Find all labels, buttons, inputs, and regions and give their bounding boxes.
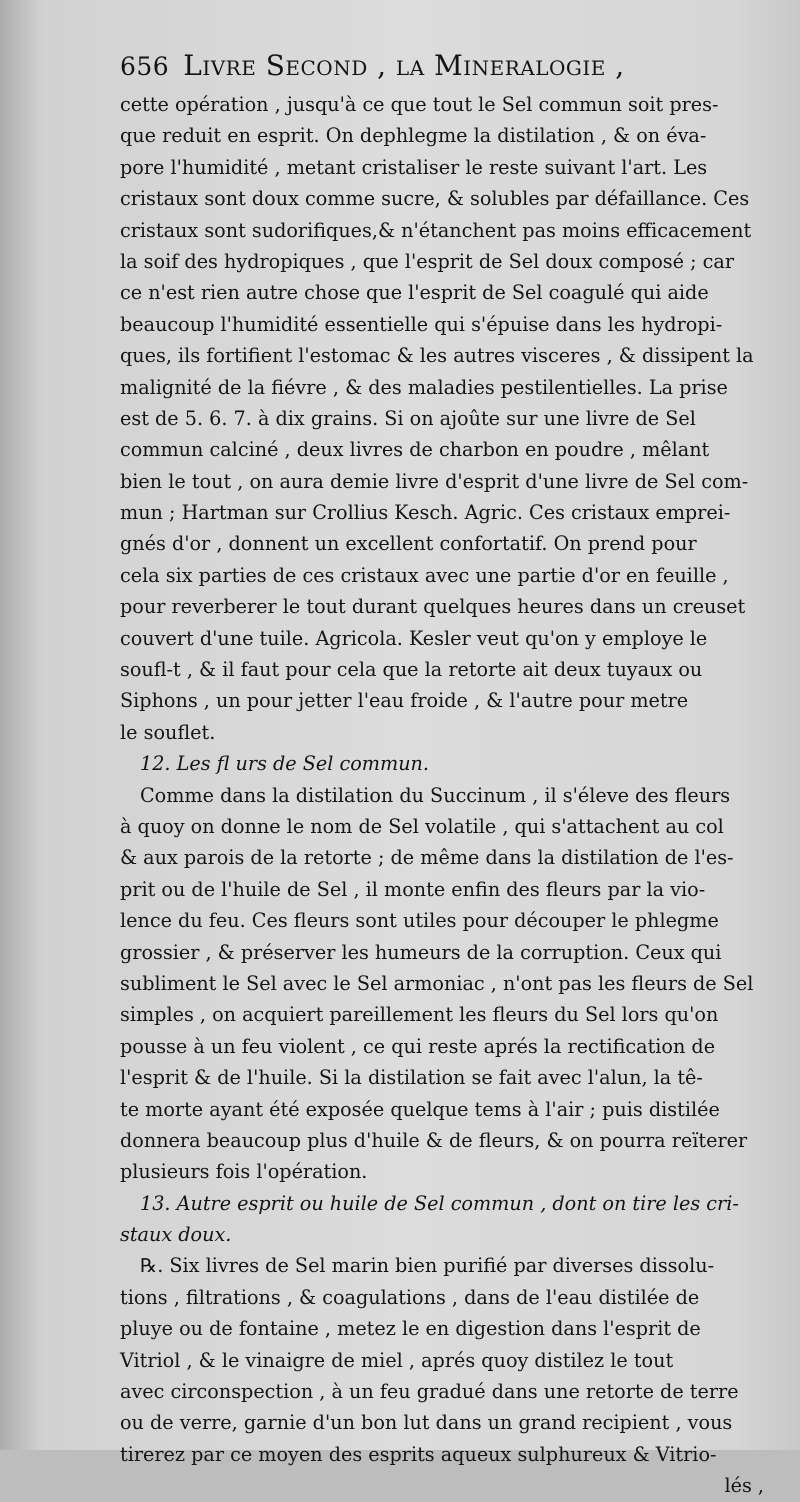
- text-line: pour reverberer le tout durant quelques heures dans un creuset: [120, 595, 746, 619]
- text-line: commun calciné , deux livres de charbon en poudre , mêlant: [120, 438, 710, 462]
- text-line: mun ; Hartman sur Crollius Kesch. Agric. Ces cristaux emprei-: [120, 501, 731, 525]
- section-heading-12: 12. Les fl urs de Sel commun.: [140, 752, 430, 776]
- catchword: lés ,: [724, 1474, 764, 1498]
- text-line: pluye ou de fontaine , metez le en digestion dans l'esprit de: [120, 1317, 701, 1341]
- page-number: 656: [120, 52, 170, 81]
- text-line: à quoy on donne le nom de Sel volatile , qui s'attachent au col: [120, 814, 724, 838]
- text-line: que reduit en esprit. On dephlegme la distilation , & on éva-: [120, 124, 707, 148]
- section-heading-13: 13. Autre esprit ou huile de Sel commun , dont on tire les cri-: [140, 1191, 739, 1215]
- text-line: ques, ils fortifient l'estomac & les autres visceres , & dissipent la: [120, 344, 754, 368]
- page-edge-shadow: [0, 0, 40, 1450]
- running-title: Livre Second , la Mineralogie ,: [183, 49, 625, 82]
- text-line: prit ou de l'huile de Sel , il monte enfin des fleurs par la vio-: [120, 877, 706, 901]
- text-line: cristaux sont sudorifiques,& n'étanchent pas moins efficacement: [120, 218, 752, 242]
- text-line: tirerez par ce moyen des esprits aqueux sulphureux & Vitrio-: [120, 1442, 717, 1466]
- text-line: ou de verre, garnie d'un bon lut dans un grand recipient , vous: [120, 1411, 733, 1435]
- text-line: Comme dans la distilation du Succinum , il s'éleve des fleurs: [140, 783, 731, 807]
- text-line: avec circonspection , à un feu gradué dans une retorte de terre: [120, 1380, 739, 1404]
- text-line: simples , on acquiert pareillement les fleurs du Sel lors qu'on: [120, 1003, 719, 1027]
- text-line: la soif des hydropiques , que l'esprit de Sel doux composé ; car: [120, 249, 734, 273]
- text-line: Vitriol , & le vinaigre de miel , aprés quoy distilez le tout: [120, 1348, 674, 1372]
- text-line: cela six parties de ces cristaux avec une partie d'or en feuille ,: [120, 563, 729, 587]
- text-line: te morte ayant été exposée quelque tems à l'air ; puis distilée: [120, 1097, 720, 1121]
- text-line: soufl-t , & il faut pour cela que la retorte ait deux tuyaux ou: [120, 658, 703, 682]
- text-line: couvert d'une tuile. Agricola. Kesler veut qu'on y employe le: [120, 626, 708, 650]
- text-line: grossier , & préserver les humeurs de la corruption. Ceux qui: [120, 940, 722, 964]
- text-line: le souflet.: [120, 720, 216, 744]
- text-line: subliment le Sel avec le Sel armoniac , n'ont pas les fleurs de Sel: [120, 971, 754, 995]
- text-line: tions , filtrations , & coagulations , dans de l'eau distilée de: [120, 1285, 700, 1309]
- text-line: ce n'est rien autre chose que l'esprit de Sel coagulé qui aide: [120, 281, 709, 305]
- text-line: cette opération , jusqu'à ce que tout le Sel commun soit pres-: [120, 93, 719, 116]
- text-line: Siphons , un pour jetter l'eau froide , & l'autre pour metre: [120, 689, 689, 713]
- section-heading-13-cont: staux doux.: [120, 1223, 232, 1247]
- running-head: [120, 44, 772, 89]
- text-line: pore l'humidité , metant cristaliser le reste suivant l'art. Les: [120, 155, 708, 179]
- text-line: beaucoup l'humidité essentielle qui s'épuise dans les hydropi-: [120, 312, 723, 336]
- text-line: l'esprit & de l'huile. Si la distilation se fait avec l'alun, la tê-: [120, 1066, 703, 1090]
- text-line: lence du feu. Ces fleurs sont utiles pour découper le phlegme: [120, 909, 719, 933]
- text-line: plusieurs fois l'opération.: [120, 1160, 368, 1184]
- text-line: bien le tout , on aura demie livre d'esprit d'une livre de Sel com-: [120, 469, 749, 493]
- text-line: est de 5. 6. 7. à dix grains. Si on ajoûte sur une livre de Sel: [120, 406, 696, 430]
- text-line: & aux parois de la retorte ; de même dans la distilation de l'es-: [120, 846, 734, 870]
- text-line: donnera beaucoup plus d'huile & de fleurs, & on pourra reïterer: [120, 1128, 748, 1152]
- text-line: cristaux sont doux comme sucre, & solubles par défaillance. Ces: [120, 187, 750, 211]
- text-line: ℞. Six livres de Sel marin bien purifié par diverses dissolu-: [140, 1254, 715, 1278]
- body-text: [120, 89, 772, 1502]
- text-line: gnés d'or , donnent un excellent confortatif. On prend pour: [120, 532, 697, 556]
- text-line: pousse à un feu violent , ce qui reste aprés la rectification de: [120, 1034, 716, 1058]
- text-line: malignité de la fiévre , & des maladies pestilentielles. La prise: [120, 375, 728, 399]
